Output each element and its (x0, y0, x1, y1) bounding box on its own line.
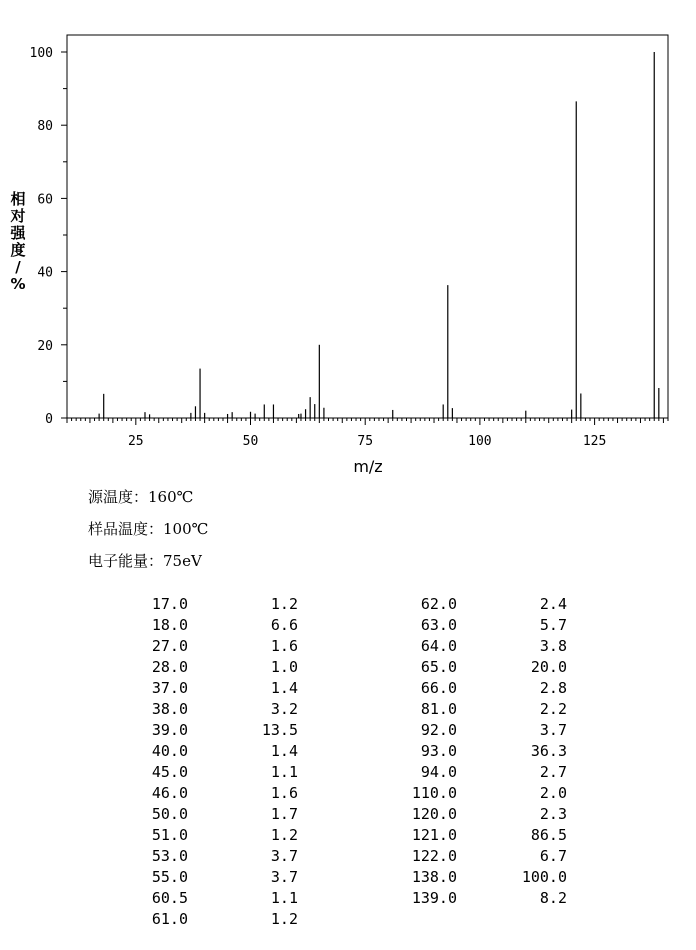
mz-cell: 39.0 (151, 721, 188, 739)
y-tick-label: 80 (37, 119, 53, 135)
mz-cell: 122.0 (411, 847, 457, 865)
intensity-cell: 36.3 (530, 742, 567, 760)
sample-temperature: 样品温度：100℃ (88, 520, 209, 538)
table-row (120, 762, 567, 783)
table-row (120, 594, 567, 615)
y-tick-label: 60 (37, 192, 53, 208)
intensity-cell: 3.2 (270, 700, 298, 718)
table-row (120, 825, 567, 846)
mz-cell: 94.0 (420, 763, 457, 781)
intensity-cell: 2.4 (539, 595, 567, 613)
x-tick-label: 125 (582, 434, 607, 449)
y-tick-label: 0 (45, 412, 53, 427)
mz-cell: 65.0 (420, 658, 457, 676)
x-tick-label: 75 (357, 434, 374, 449)
intensity-cell: 3.7 (270, 868, 298, 886)
table-row (120, 846, 567, 867)
table-row (120, 678, 567, 699)
mz-cell: 51.0 (151, 826, 188, 844)
intensity-cell: 2.0 (539, 784, 567, 802)
table-row (120, 657, 567, 678)
mz-cell: 28.0 (151, 658, 188, 676)
table-row (120, 636, 567, 657)
intensity-cell: 3.7 (539, 721, 567, 739)
table-row (120, 888, 567, 909)
mz-cell: 38.0 (151, 700, 188, 718)
mz-cell: 50.0 (151, 805, 188, 823)
y-tick-label: 100 (29, 46, 53, 61)
mz-cell: 120.0 (411, 805, 457, 823)
x-axis-label: m/z (353, 457, 383, 476)
table-row (120, 867, 567, 888)
table-row (120, 909, 567, 930)
intensity-cell: 2.2 (539, 700, 567, 718)
y-tick-label: 40 (37, 265, 53, 281)
mz-cell: 110.0 (411, 784, 457, 802)
table-row (120, 804, 567, 825)
x-minor-ticks (67, 418, 668, 425)
intensity-cell: 6.7 (539, 847, 567, 865)
mz-cell: 37.0 (151, 679, 188, 697)
intensity-cell: 1.6 (270, 784, 298, 802)
x-axis-ticks (128, 434, 606, 449)
mz-cell: 55.0 (151, 868, 188, 886)
peak-table (120, 594, 567, 930)
table-row (120, 720, 567, 741)
mz-cell: 18.0 (151, 616, 188, 634)
x-tick-label: 25 (127, 434, 144, 449)
mz-cell: 27.0 (151, 637, 188, 655)
y-axis-ticks (30, 46, 67, 427)
intensity-cell: 20.0 (530, 658, 567, 676)
mz-cell: 66.0 (420, 679, 457, 697)
intensity-cell: 2.8 (539, 679, 567, 697)
table-row (120, 699, 567, 720)
intensity-cell: 1.2 (270, 826, 298, 844)
mz-cell: 53.0 (151, 847, 188, 865)
intensity-cell: 6.6 (270, 616, 298, 634)
mz-cell: 81.0 (420, 700, 457, 718)
intensity-cell: 13.5 (261, 721, 298, 739)
intensity-cell: 1.6 (270, 637, 298, 655)
intensity-cell: 86.5 (530, 826, 567, 844)
mz-cell: 60.5 (151, 889, 188, 907)
mz-cell: 138.0 (411, 868, 457, 886)
mz-cell: 139.0 (411, 889, 457, 907)
mz-cell: 45.0 (151, 763, 188, 781)
intensity-cell: 1.2 (270, 910, 298, 928)
intensity-cell: 1.4 (270, 742, 298, 760)
table-row (120, 741, 567, 762)
y-tick-label: 20 (37, 338, 53, 354)
mz-cell: 93.0 (420, 742, 457, 760)
y-axis-label (9, 190, 26, 293)
source-temperature: 源温度：160℃ (88, 488, 194, 506)
intensity-cell (457, 909, 567, 930)
peak-series (99, 52, 659, 418)
mz-cell: 92.0 (420, 721, 457, 739)
y-axis-label-char: 对 (10, 207, 26, 225)
intensity-cell: 3.8 (539, 637, 567, 655)
mz-cell: 61.0 (151, 910, 188, 928)
intensity-cell: 8.2 (539, 889, 567, 907)
mz-cell: 64.0 (420, 637, 457, 655)
intensity-cell: 3.7 (270, 847, 298, 865)
intensity-cell: 1.1 (270, 889, 298, 907)
intensity-cell: 1.2 (270, 595, 298, 613)
plot-frame (67, 35, 668, 418)
electron-energy: 电子能量：75eV (88, 552, 202, 570)
y-axis-label-char: / (15, 258, 21, 276)
intensity-cell: 1.4 (270, 679, 298, 697)
mz-cell (298, 909, 457, 930)
mz-cell: 40.0 (151, 742, 188, 760)
table-row (120, 615, 567, 636)
intensity-cell: 1.7 (270, 805, 298, 823)
intensity-cell: 1.0 (270, 658, 298, 676)
x-tick-label: 50 (242, 434, 259, 449)
y-axis-label-char: 相 (10, 190, 26, 208)
intensity-cell: 2.3 (539, 805, 567, 823)
mz-cell: 63.0 (420, 616, 457, 634)
intensity-cell: 5.7 (539, 616, 567, 634)
intensity-cell: 100.0 (521, 868, 567, 886)
table-row (120, 783, 567, 804)
mz-cell: 121.0 (411, 826, 457, 844)
y-axis-label-char: 度 (10, 241, 26, 259)
x-tick-label: 100 (468, 434, 492, 449)
y-axis-label-char: 强 (10, 224, 26, 242)
y-axis-label-char: % (10, 275, 26, 293)
mz-cell: 62.0 (420, 595, 457, 613)
intensity-cell: 2.7 (539, 763, 567, 781)
mz-cell: 17.0 (151, 595, 188, 613)
intensity-cell: 1.1 (270, 763, 298, 781)
mz-cell: 46.0 (151, 784, 188, 802)
